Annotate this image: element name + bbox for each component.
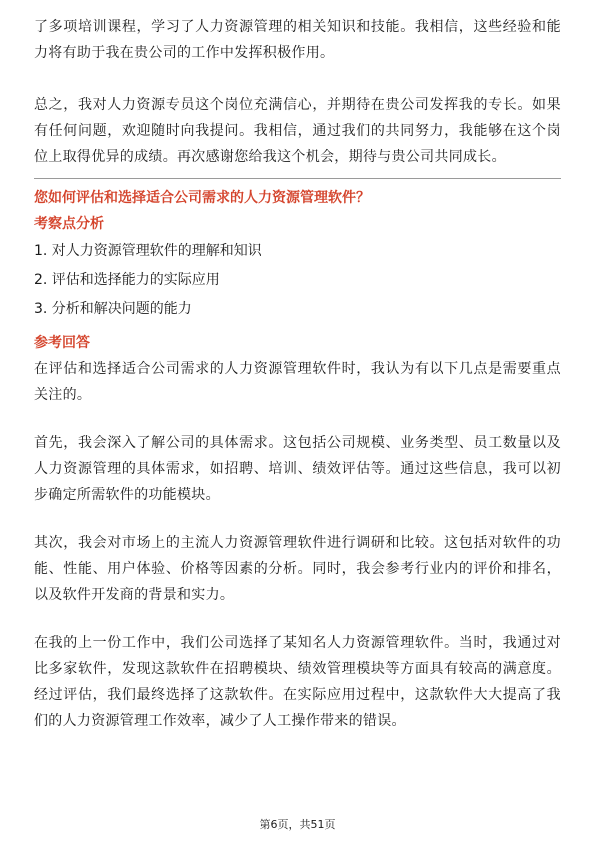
analysis-point-3: 3. 分析和解决问题的能力	[34, 301, 192, 317]
answer-paragraph-3: 其次，我会对市场上的主流人力资源管理软件进行调研和比较。这包括对软件的功能、性能、用户体验、价格等因素的分析。同时，我会参考行业内的评价和排名，以及软件开发商的背景和实力。	[34, 535, 561, 603]
answer-paragraph-2: 首先，我会深入了解公司的具体需求。这包括公司规模、业务类型、员工数量以及人力资源管理的具体需求，如招聘、培训、绩效评估等。通过这些信息，我可以初步确定所需软件的功能模块。	[34, 435, 561, 503]
section-divider	[34, 178, 561, 179]
intro-paragraph-1: 了多项培训课程，学习了人力资源管理的相关知识和技能。我相信，这些经验和能力将有助于我在贵公司的工作中发挥积极作用。	[34, 19, 561, 61]
answer-title: 参考回答	[34, 335, 90, 351]
answer-paragraph-4: 在我的上一份工作中，我们公司选择了某知名人力资源管理软件。当时，我通过对比多家软件，发现这款软件在招聘模块、绩效管理模块等方面具有较高的满意度。经过评估，我们最终选择了这款软件。在实际应用过程中，这款软件大大提高了我们的人力资源管理工作效率，减少了人工操作带来的错误。	[34, 635, 561, 729]
spacer	[34, 408, 561, 430]
answer-paragraph-1: 在评估和选择适合公司需求的人力资源管理软件时，我认为有以下几点是需要重点关注的。	[34, 361, 561, 403]
spacer	[34, 608, 561, 630]
page-number-footer: 第6页，共51页	[259, 818, 336, 831]
analysis-point-2: 2. 评估和选择能力的实际应用	[34, 272, 220, 288]
analysis-point-1: 1. 对人力资源管理软件的理解和知识	[34, 243, 262, 259]
document-page	[34, 14, 561, 734]
spacer	[34, 66, 561, 92]
spacer	[34, 508, 561, 530]
intro-paragraph-2: 总之，我对人力资源专员这个岗位充满信心，并期待在贵公司发挥我的专长。如果有任何问题，欢迎随时向我提问。我相信，通过我们的共同努力，我能够在这个岗位上取得优异的成绩。再次感谢您给我这个机会，期待与贵公司共同成长。	[34, 97, 561, 165]
question-heading: 您如何评估和选择适合公司需求的人力资源管理软件？	[34, 190, 370, 206]
analysis-title: 考察点分析	[34, 216, 104, 232]
